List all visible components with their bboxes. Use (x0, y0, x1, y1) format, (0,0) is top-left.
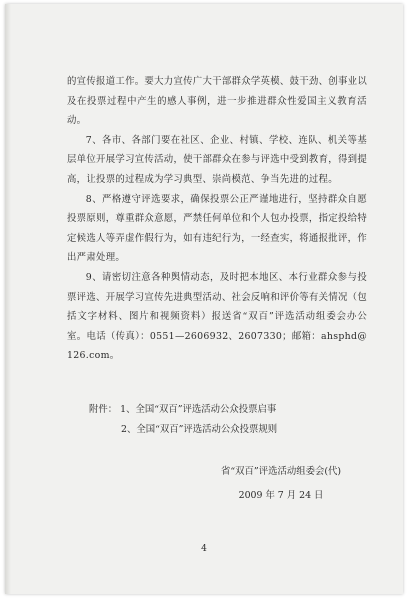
page-edge-shadow (5, 4, 11, 594)
signature-block (191, 460, 371, 508)
paragraph-item-9: 9、请密切注意各种舆情动态，及时把本地区、本行业群众参与投票评选、开展学习宣传先进典型活动、社会反响和评价等有关情况（包括文字材料、图片和视频资料）报送省“双百”评选活动组委会办公室。电话（传真）：0551—2606932、2607330；邮箱：ahsphd@126.com。 (67, 271, 367, 362)
document-page (5, 4, 403, 594)
paragraph-item-8: 8、严格遵守评选要求，确保投票公正严谨地进行，坚持群众自愿投票原则，尊重群众意愿，严禁任何单位和个人包办投票，指定投给特定候选人等弄虚作假行为，如有违纪行为，一经查实，将通报批评，作出严肃处理。 (67, 193, 367, 264)
attachment-item: 2、全国“双百”评选活动公众投票规则 (121, 424, 278, 435)
page-number: 4 (201, 544, 207, 554)
issue-date: 2009 年 7 月 24 日 (238, 490, 324, 501)
attachment-row-2 (89, 420, 277, 440)
paragraph-continuation: 的宣传报道工作。要大力宣传广大干部群众学英模、鼓干劲、创事业以及在投票过程中产生的感人事例，进一步推进群众性爱国主义教育活动。 (67, 76, 367, 127)
paragraph-item-7: 7、各市、各部门要在社区、企业、村镇、学校、连队、机关等基层单位开展学习宣传活动，使干部群众在参与评选中受到教育，得到提高，让投票的过程成为学习典型、崇尚模范、争当先进的过程。 (67, 134, 367, 185)
attachment-row-1 (89, 400, 277, 420)
issuer-name: 省“双百”评选活动组委会(代) (220, 466, 342, 477)
attachments-label: 附件： (89, 404, 118, 415)
attachments-block (89, 400, 277, 440)
attachment-item: 1、全国“双百”评选活动公众投票启事 (120, 404, 277, 415)
body-text (67, 72, 367, 366)
